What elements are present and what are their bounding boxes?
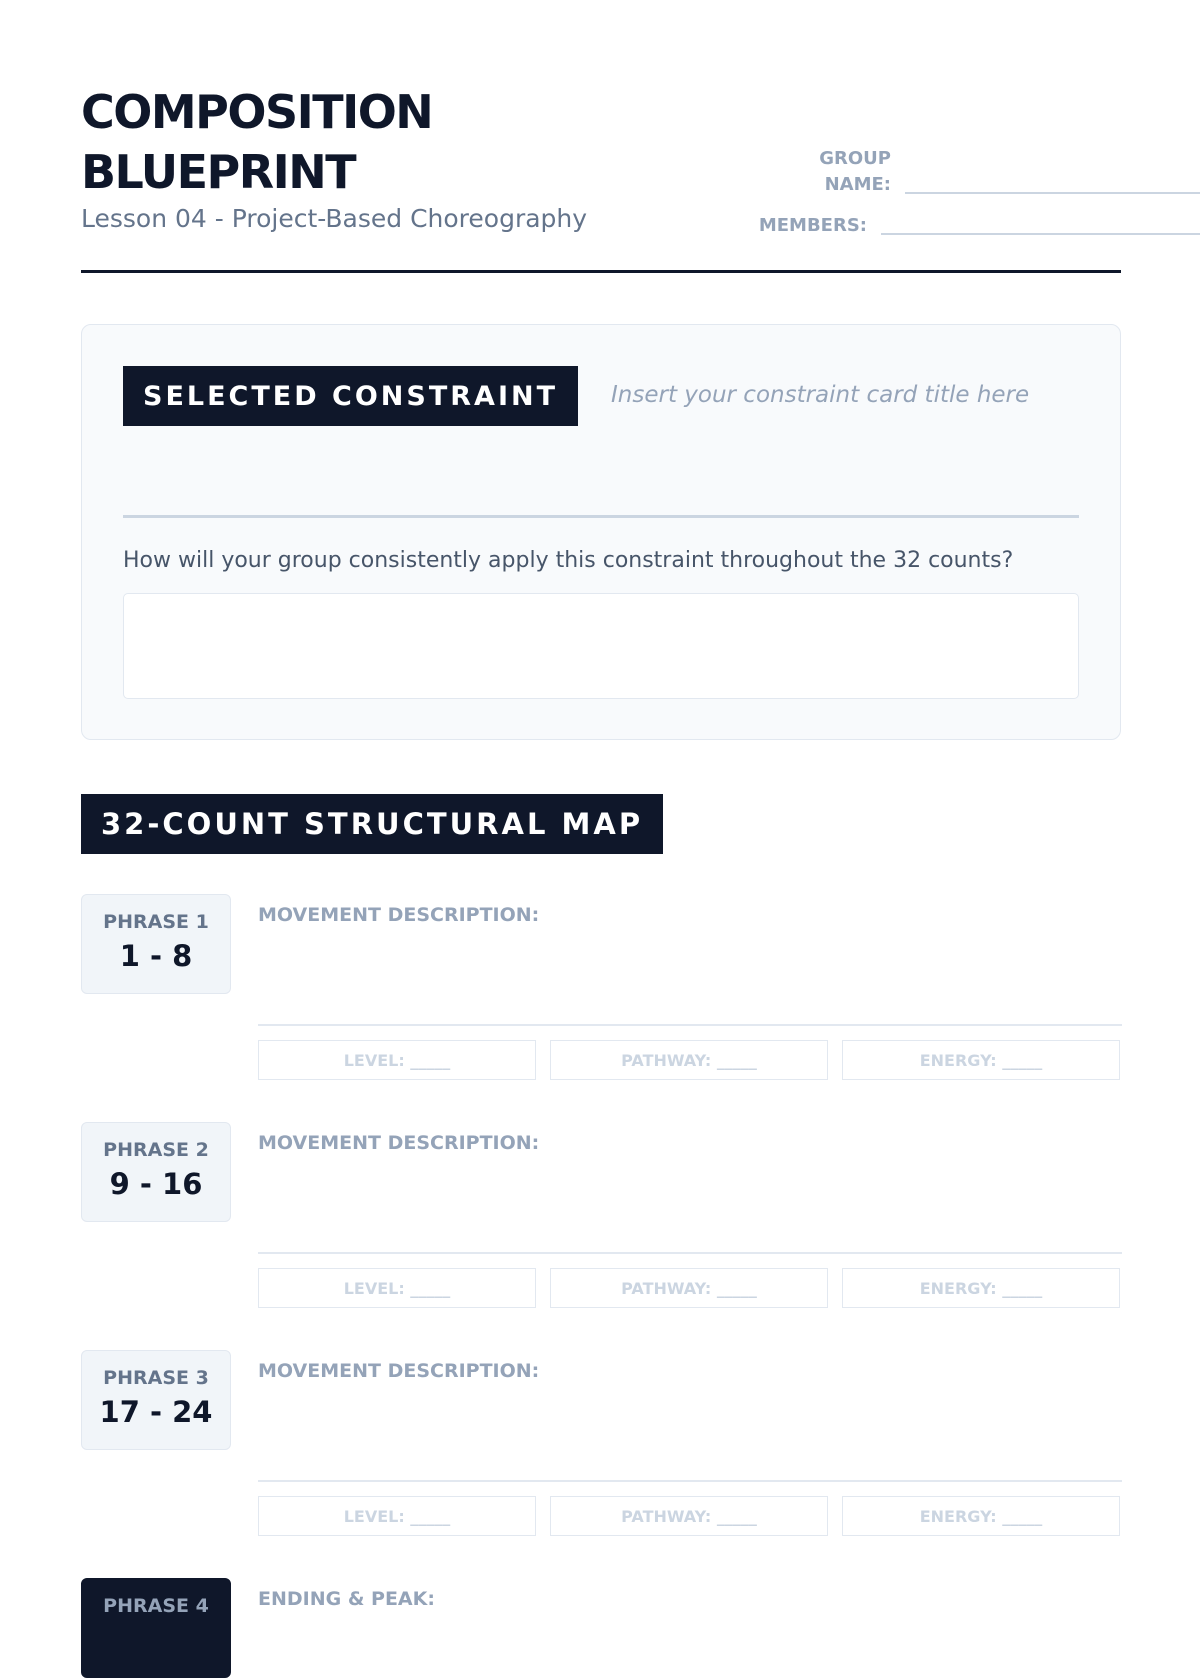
group-name-field	[717, 146, 1200, 198]
phrase-3-level-field[interactable]: LEVEL: _____	[258, 1496, 536, 1536]
phrase-1-label: PHRASE 1	[103, 911, 209, 933]
constraint-title-line[interactable]	[123, 515, 1079, 518]
phrase-3-energy-field[interactable]: ENERGY: _____	[842, 1496, 1120, 1536]
title-line-2: BLUEPRINT	[81, 145, 356, 199]
group-name-label-line-1: GROUP	[819, 148, 891, 169]
phrase-3-description-label: MOVEMENT DESCRIPTION:	[258, 1360, 540, 1382]
phrase-1-box	[81, 894, 231, 994]
members-field	[677, 213, 1200, 239]
phrase-3-pathway-field[interactable]: PATHWAY: _____	[550, 1496, 828, 1536]
phrase-1-counts: 1 - 8	[119, 939, 193, 973]
group-name-input-line[interactable]	[905, 191, 1200, 194]
worksheet-header	[81, 0, 1121, 273]
phrase-1-pathway-field[interactable]: PATHWAY: _____	[550, 1040, 828, 1080]
title-line-1: COMPOSITION	[81, 85, 433, 139]
constraint-badge: SELECTED CONSTRAINT	[123, 366, 578, 426]
structural-map-badge: 32-COUNT STRUCTURAL MAP	[81, 794, 663, 854]
constraint-answer-box[interactable]	[123, 593, 1079, 699]
constraint-card	[81, 324, 1121, 740]
phrase-2-description-line[interactable]	[258, 1252, 1122, 1254]
phrase-3-description-line[interactable]	[258, 1480, 1122, 1482]
phrase-2-level-field[interactable]: LEVEL: _____	[258, 1268, 536, 1308]
members-label: MEMBERS:	[758, 215, 867, 236]
phrase-2-counts: 9 - 16	[109, 1167, 203, 1201]
members-input-line[interactable]	[881, 232, 1200, 235]
phrase-3-box	[81, 1350, 231, 1450]
constraint-question: How will your group consistently apply this constraint throughout the 32 counts?	[123, 548, 1014, 573]
phrase-1-description-label: MOVEMENT DESCRIPTION:	[258, 904, 540, 926]
phrase-3-label: PHRASE 3	[103, 1367, 209, 1389]
phrase-2-pathway-field[interactable]: PATHWAY: _____	[550, 1268, 828, 1308]
phrase-1-description-line[interactable]	[258, 1024, 1122, 1026]
phrase-1-energy-field[interactable]: ENERGY: _____	[842, 1040, 1120, 1080]
constraint-title-placeholder[interactable]: Insert your constraint card title here	[611, 382, 1030, 408]
group-name-label	[717, 146, 891, 198]
phrase-4-label: PHRASE 4	[103, 1595, 209, 1617]
worksheet-page	[81, 0, 1121, 1617]
phrase-3-counts: 17 - 24	[99, 1395, 213, 1429]
phrase-2-box	[81, 1122, 231, 1222]
phrase-2-energy-field[interactable]: ENERGY: _____	[842, 1268, 1120, 1308]
phrase-1-level-field[interactable]: LEVEL: _____	[258, 1040, 536, 1080]
phrase-2-label: PHRASE 2	[103, 1139, 209, 1161]
phrase-4-box	[81, 1578, 231, 1678]
group-name-label-line-2: NAME:	[824, 174, 891, 195]
phrase-2-description-label: MOVEMENT DESCRIPTION:	[258, 1132, 540, 1154]
page-subtitle: Lesson 04 - Project-Based Choreography	[81, 204, 588, 233]
phrase-4-description-label: ENDING & PEAK:	[258, 1588, 435, 1610]
page-title	[81, 82, 501, 202]
